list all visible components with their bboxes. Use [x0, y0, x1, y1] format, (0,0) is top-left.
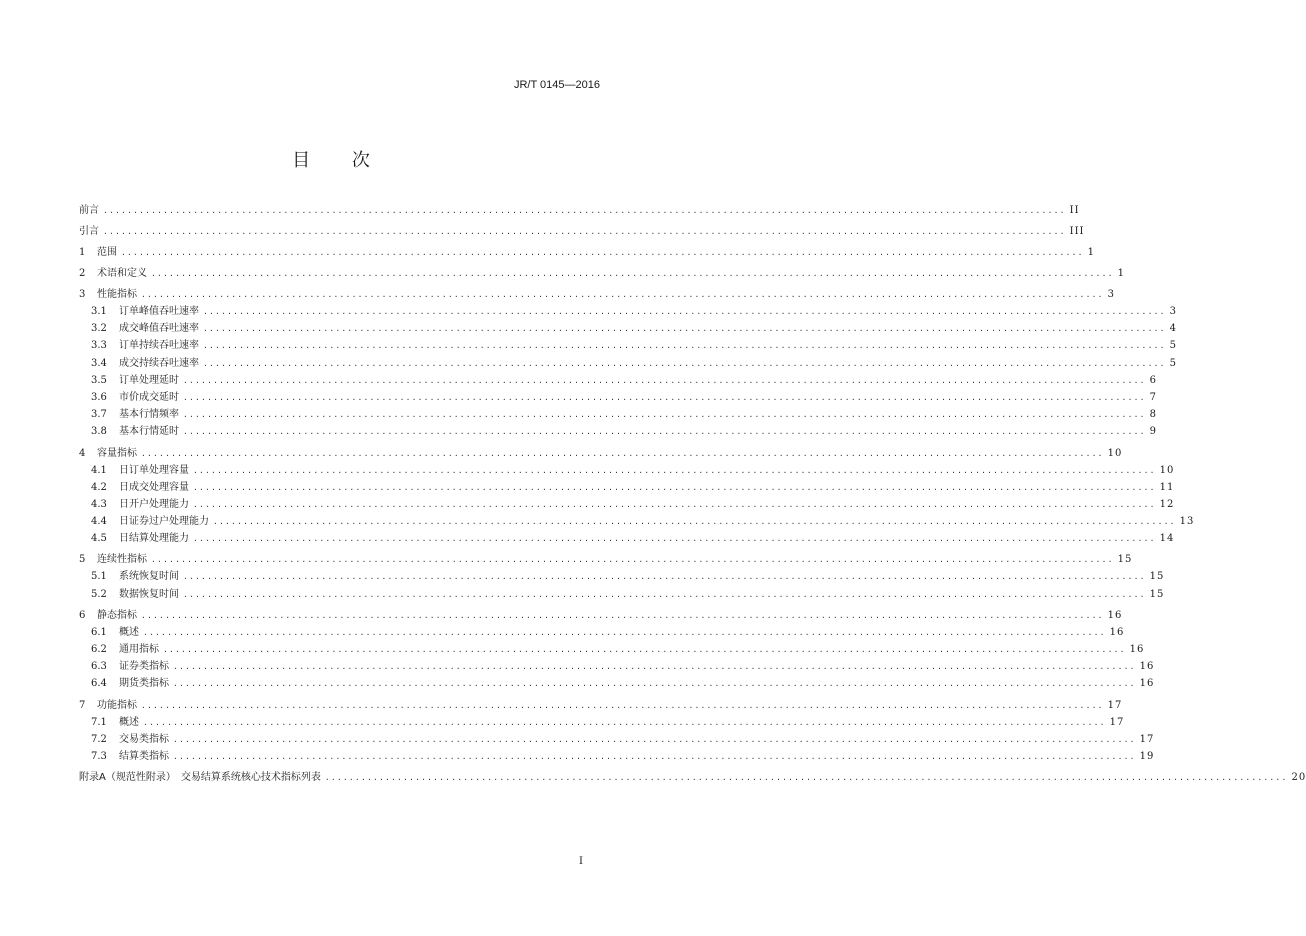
- toc-leader-dots: ................................................................................................................................................................: [183, 392, 1146, 402]
- toc-entry-number: 7: [79, 699, 86, 711]
- toc-entry-label: 订单处理延时: [119, 374, 179, 386]
- toc-entry[interactable]: [79, 478, 1175, 495]
- toc-entry-number: 4.1: [91, 464, 107, 476]
- toc-entry-page: 10: [1159, 464, 1175, 476]
- toc-entry-label: 基本行情频率: [119, 409, 179, 421]
- toc-entry[interactable]: [79, 730, 1155, 747]
- toc-entry-label: 订单持续吞吐速率: [119, 340, 199, 352]
- toc-entry-label: 基本行情延时: [119, 426, 179, 438]
- toc-entry[interactable]: [79, 623, 1125, 640]
- toc-entry-label: 日成交处理容量: [119, 481, 189, 493]
- toc-entry-label: 前言: [79, 205, 99, 216]
- toc-entry[interactable]: [79, 371, 1157, 388]
- toc-entry-page: 17: [1139, 733, 1155, 745]
- toc-entry-number: 5: [79, 554, 86, 566]
- toc-entry-page: 15: [1117, 554, 1133, 566]
- toc-entry-number: 5.1: [91, 571, 107, 583]
- toc-entry[interactable]: [79, 529, 1175, 546]
- toc-entry-label: 范围: [97, 247, 117, 258]
- toc-entry[interactable]: [79, 218, 1085, 239]
- toc-leader-dots: ................................................................................................................................................................: [163, 645, 1126, 654]
- toc-entry-label: 引言: [79, 226, 99, 237]
- toc-entry-label: 术语和定义: [97, 268, 147, 279]
- toc-entry-label: 静态指标: [97, 609, 137, 621]
- toc-leader-dots: ................................................................................................................................................................: [141, 448, 1104, 458]
- toc-entry-number: 3: [79, 289, 86, 300]
- toc-leader-dots: ................................................................................................................................................................: [121, 248, 1084, 257]
- toc-entry-number: 5.2: [91, 588, 107, 600]
- toc-entry-page: III: [1069, 226, 1085, 237]
- toc-entry-label: 结算类指标: [119, 750, 169, 762]
- toc-entry[interactable]: [79, 512, 1195, 529]
- toc-entry-label: 功能指标: [97, 699, 137, 711]
- toc-entry[interactable]: [79, 602, 1123, 623]
- toc-entry-number: 3.7: [91, 409, 107, 421]
- toc-entry[interactable]: [79, 319, 1177, 336]
- toc-entry-label: 系统恢复时间: [119, 571, 179, 583]
- toc-leader-dots: ................................................................................................................................................................: [143, 717, 1106, 727]
- toc-entry-label: 容量指标: [97, 447, 137, 459]
- toc-entry-number: 6.2: [91, 644, 107, 655]
- toc-entry-page: 8: [1149, 409, 1157, 421]
- toc-leader-dots: ................................................................................................................................................................: [193, 465, 1156, 475]
- toc-leader-dots: ................................................................................................................................................................: [324, 773, 1288, 783]
- toc-entry-page: 16: [1129, 644, 1145, 655]
- toc-entry-page: 5: [1169, 357, 1177, 369]
- toc-entry-label: 概述: [119, 716, 139, 728]
- toc-entry[interactable]: [79, 461, 1175, 478]
- toc-leader-dots: ................................................................................................................................................................: [203, 358, 1166, 368]
- toc-leader-dots: ................................................................................................................................................................: [143, 627, 1106, 637]
- toc-leader-dots: ................................................................................................................................................................: [141, 700, 1104, 710]
- toc-entry-number: 3.6: [91, 391, 107, 403]
- toc-entry-number: 3.2: [91, 323, 107, 335]
- toc-entry-page: 11: [1159, 481, 1175, 493]
- toc-entry-number: 3.8: [91, 426, 107, 438]
- toc-entry-page: 5: [1169, 340, 1177, 352]
- toc-entry[interactable]: [79, 640, 1145, 657]
- toc-entry-label: 市价成交延时: [119, 391, 179, 403]
- toc-entry[interactable]: [79, 747, 1155, 764]
- toc-leader-dots: ................................................................................................................................................................: [151, 269, 1114, 278]
- toc-leader-dots: ................................................................................................................................................................: [183, 427, 1146, 437]
- toc-entry-page: 16: [1107, 609, 1123, 621]
- toc-leader-dots: ................................................................................................................................................................: [193, 482, 1156, 492]
- toc-entry-page: 14: [1159, 533, 1175, 545]
- toc-entry-number: 3.1: [91, 306, 107, 317]
- toc-entry[interactable]: [79, 239, 1095, 260]
- toc-entry-number: 6.4: [91, 678, 107, 690]
- toc-entry[interactable]: [79, 281, 1115, 302]
- toc-leader-dots: ................................................................................................................................................................: [203, 307, 1166, 316]
- toc-entry[interactable]: [79, 354, 1177, 371]
- toc-leader-dots: ................................................................................................................................................................: [213, 517, 1176, 527]
- toc-leader-dots: ................................................................................................................................................................: [173, 751, 1136, 761]
- toc-leader-dots: ................................................................................................................................................................: [141, 290, 1104, 299]
- toc-leader-dots: ................................................................................................................................................................: [173, 662, 1136, 672]
- toc-entry-page: 1: [1117, 268, 1125, 279]
- toc-entry-page: 15: [1149, 588, 1165, 600]
- toc-entry[interactable]: [79, 495, 1175, 512]
- toc-entry[interactable]: [79, 197, 1080, 218]
- toc-entry-page: 7: [1149, 391, 1157, 403]
- toc-entry[interactable]: [79, 546, 1133, 567]
- toc-leader-dots: ................................................................................................................................................................: [151, 555, 1114, 565]
- toc-entry[interactable]: [79, 567, 1165, 584]
- toc-leader-dots: ................................................................................................................................................................: [173, 734, 1136, 744]
- toc-entry-label: 订单峰值吞吐速率: [119, 306, 199, 317]
- toc-entry[interactable]: [79, 422, 1157, 439]
- toc-entry-label: 日结算处理能力: [119, 533, 189, 545]
- toc-entry-number: 4.2: [91, 481, 107, 493]
- toc-entry-page: 20: [1291, 772, 1306, 784]
- toc-entry-page: 3: [1107, 289, 1115, 300]
- page-title: 目 次: [292, 150, 388, 171]
- toc-entry-label: 数据恢复时间: [119, 588, 179, 600]
- toc-entry-number: 7.3: [91, 750, 107, 762]
- toc-entry-number: 7.2: [91, 733, 107, 745]
- toc-entry-number: 3.4: [91, 357, 107, 369]
- toc-entry-label: 成交峰值吞吐速率: [119, 323, 199, 335]
- toc-entry-page: 15: [1149, 571, 1165, 583]
- toc-entry-label: 日订单处理容量: [119, 464, 189, 476]
- toc-entry[interactable]: [79, 713, 1125, 730]
- toc-entry-label: 证券类指标: [119, 661, 169, 673]
- toc-entry-number: 4.3: [91, 498, 107, 510]
- toc-entry-page: 19: [1139, 750, 1155, 762]
- toc-leader-dots: ................................................................................................................................................................: [183, 375, 1146, 385]
- toc-entry[interactable]: [79, 764, 1306, 785]
- toc-entry[interactable]: [79, 405, 1157, 422]
- toc-entry-page: 12: [1159, 498, 1175, 510]
- toc-entry-label: 日开户处理能力: [119, 498, 189, 510]
- toc-entry-page: 16: [1109, 626, 1125, 638]
- toc-leader-dots: ................................................................................................................................................................: [193, 534, 1156, 544]
- toc-entry-page: 13: [1179, 516, 1195, 528]
- toc-entry[interactable]: [79, 674, 1155, 691]
- toc-entry-label: 期货类指标: [119, 678, 169, 690]
- toc-entry[interactable]: [79, 657, 1155, 674]
- toc-leader-dots: ................................................................................................................................................................: [103, 227, 1066, 236]
- toc-entry-label: 成交持续吞吐速率: [119, 357, 199, 369]
- toc-entry-number: 4.5: [91, 533, 107, 545]
- toc-entry-number: 2: [79, 268, 86, 279]
- toc-entry-number: 1: [79, 247, 86, 258]
- toc-entry[interactable]: [79, 336, 1177, 353]
- toc-entry-number: 4: [79, 447, 86, 459]
- toc-entry-page: 16: [1139, 661, 1155, 673]
- toc-entry[interactable]: [79, 302, 1177, 319]
- toc-leader-dots: ................................................................................................................................................................: [103, 206, 1066, 215]
- toc-entry-label: 连续性指标: [97, 554, 147, 566]
- toc-entry-number: 7.1: [91, 716, 107, 728]
- toc-entry[interactable]: [79, 440, 1123, 461]
- toc-entry-number: 3.3: [91, 340, 107, 352]
- toc-entry-page: 4: [1169, 323, 1177, 335]
- standard-code: JR/T 0145—2016: [513, 79, 600, 91]
- toc-entry-label: 概述: [119, 626, 139, 638]
- page-number: I: [579, 856, 583, 867]
- toc-entry-label: 附录A（规范性附录） 交易结算系统核心技术指标列表: [79, 772, 321, 784]
- toc-entry-label: 日证券过户处理能力: [119, 516, 209, 528]
- toc-leader-dots: ................................................................................................................................................................: [203, 324, 1166, 334]
- toc-entry[interactable]: [79, 260, 1125, 281]
- toc-entry-page: 17: [1107, 699, 1123, 711]
- toc-entry-page: 1: [1087, 247, 1095, 258]
- toc-entry-label: 通用指标: [119, 644, 159, 655]
- toc-leader-dots: ................................................................................................................................................................: [203, 341, 1166, 351]
- toc-entry[interactable]: [79, 692, 1123, 713]
- toc-entry-page: 17: [1109, 716, 1125, 728]
- toc-entry-number: 4.4: [91, 516, 107, 528]
- toc-entry-number: 6.3: [91, 661, 107, 673]
- toc-entry[interactable]: [79, 388, 1157, 405]
- toc-leader-dots: ................................................................................................................................................................: [183, 572, 1146, 582]
- toc-entry-page: 16: [1139, 678, 1155, 690]
- toc-entry-number: 6: [79, 609, 86, 621]
- table-of-contents: [79, 197, 1306, 785]
- toc-leader-dots: ................................................................................................................................................................: [141, 610, 1104, 620]
- toc-entry-number: 6.1: [91, 626, 107, 638]
- toc-leader-dots: ................................................................................................................................................................: [183, 410, 1146, 420]
- toc-leader-dots: ................................................................................................................................................................: [183, 589, 1146, 599]
- toc-entry-page: II: [1069, 205, 1080, 216]
- toc-entry-number: 3.5: [91, 374, 107, 386]
- toc-entry-label: 性能指标: [97, 289, 137, 300]
- toc-entry-label: 交易类指标: [119, 733, 169, 745]
- toc-entry-page: 10: [1107, 447, 1123, 459]
- toc-entry-page: 9: [1149, 426, 1157, 438]
- toc-leader-dots: ................................................................................................................................................................: [173, 679, 1136, 689]
- toc-entry[interactable]: [79, 585, 1165, 602]
- toc-entry-page: 3: [1169, 306, 1177, 317]
- toc-leader-dots: ................................................................................................................................................................: [193, 499, 1156, 509]
- toc-entry-page: 6: [1149, 374, 1157, 386]
